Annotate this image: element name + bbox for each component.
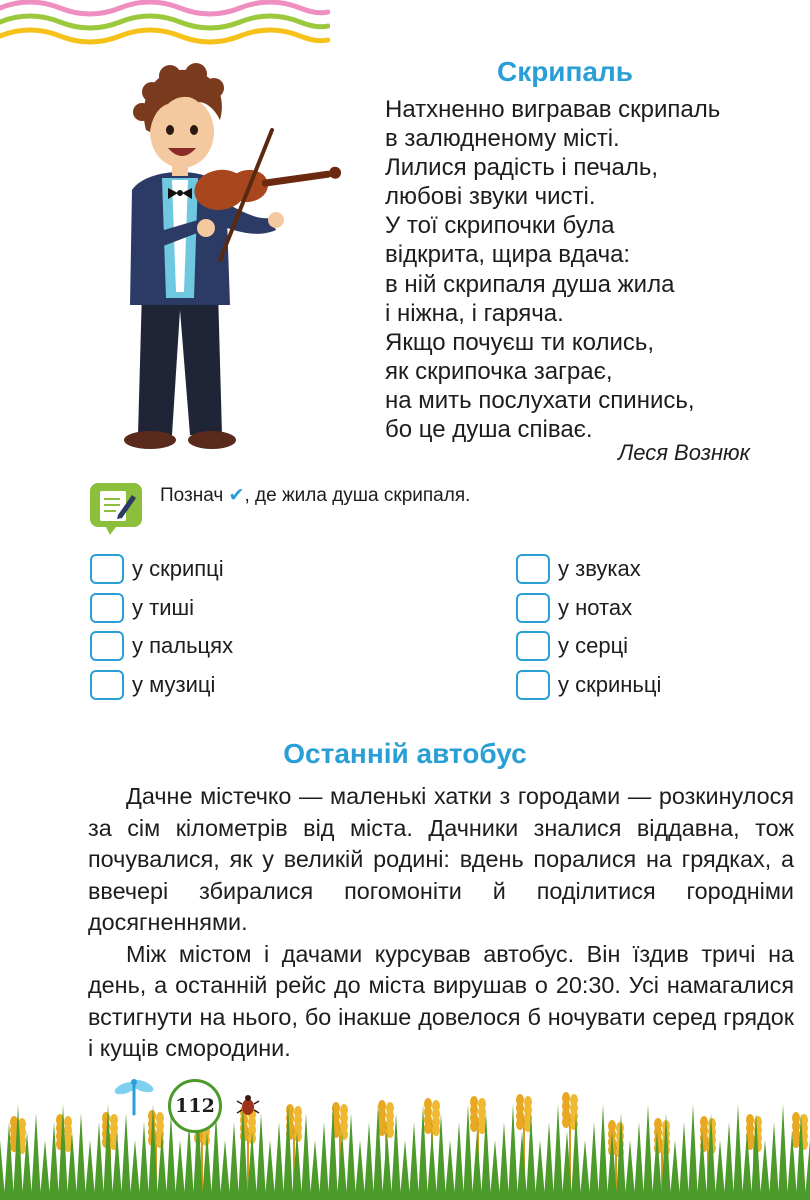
answer-option[interactable] [516, 552, 661, 586]
poem-line: на мить послухати спинись, [385, 386, 695, 414]
checkbox[interactable] [90, 631, 124, 661]
page-number: 112 [168, 1079, 222, 1133]
answer-option[interactable] [516, 591, 661, 625]
poem-author: Леся Вознюк [618, 440, 750, 465]
checkbox[interactable] [516, 631, 550, 661]
checkbox[interactable] [516, 670, 550, 700]
poem-line: в ній скрипаля душа жила [385, 270, 675, 298]
poem-title: Скрипаль [496, 56, 634, 87]
option-label: у серці [558, 633, 629, 658]
checkbox[interactable] [516, 554, 550, 584]
poem-line: і ніжна, і гаряча. [385, 299, 564, 327]
task-suffix: , де жила душа скрипаля. [244, 485, 471, 506]
option-label: у тиші [132, 594, 195, 620]
story-text [88, 781, 794, 1065]
poem-line: любові звуки чисті. [385, 183, 596, 211]
poem-text [385, 95, 720, 444]
answer-option[interactable] [516, 629, 661, 663]
task-instruction [160, 484, 470, 507]
checkbox[interactable] [90, 554, 124, 584]
poem-line: У тої скрипочки була [385, 212, 615, 240]
answer-option[interactable] [90, 591, 233, 625]
decorative-waves [0, 0, 330, 50]
poem-line: Якщо почуєш ти колись, [385, 328, 655, 356]
story-paragraph: Дачне містечко — маленькі хатки з городами — розкинулося за сім кілометрів від міста. Дачники зналися віддавна, тож почувалися, як у великій родині: вдень поралися на грядках, а ввечері збиралися погомоніти й поділитися городніми досягненнями. [88, 783, 794, 935]
option-label: у нотах [558, 594, 633, 620]
option-label: у музиці [132, 671, 216, 697]
option-label: у звуках [558, 556, 641, 581]
answer-option[interactable] [516, 668, 661, 702]
story-paragraph: Між містом і дачами курсував автобус. Він їздив тричі на день, а останній рейс до міста вирушав о 20:30. Усі намагалися встигнути на нього, бо інакше довелося б ночувати серед грядок і кущів смородини. [88, 940, 794, 1061]
options-left-column [90, 552, 233, 706]
option-label: у пальцях [132, 633, 234, 658]
option-label: у скриньці [558, 671, 662, 697]
poem-line: відкрита, щира вдача: [385, 241, 631, 269]
beetle-icon [236, 1092, 260, 1118]
checkmark-icon: ✔ [228, 485, 245, 506]
dragonfly-icon [112, 1076, 156, 1116]
answer-option[interactable] [90, 668, 233, 702]
options-right-column [516, 552, 661, 706]
poem-line: в залюдненому місті. [385, 125, 620, 153]
poem-line: бо це душа співає. [385, 416, 593, 444]
poem-line: як скрипочка заграє, [385, 357, 613, 385]
answer-option[interactable] [90, 552, 233, 586]
violinist-illustration [80, 60, 350, 455]
checkbox[interactable] [90, 593, 124, 623]
checkbox[interactable] [516, 593, 550, 623]
poem-line: Натхненно вигравав скрипаль [385, 96, 721, 123]
task-prefix: Познач [160, 485, 229, 506]
poem-line: Лилися радість і печаль, [385, 154, 658, 182]
pencil-notepad-icon [88, 481, 144, 537]
story-title: Останній автобус [283, 738, 527, 769]
answer-option[interactable] [90, 629, 233, 663]
option-label: у скрипці [132, 556, 224, 581]
checkbox[interactable] [90, 670, 124, 700]
